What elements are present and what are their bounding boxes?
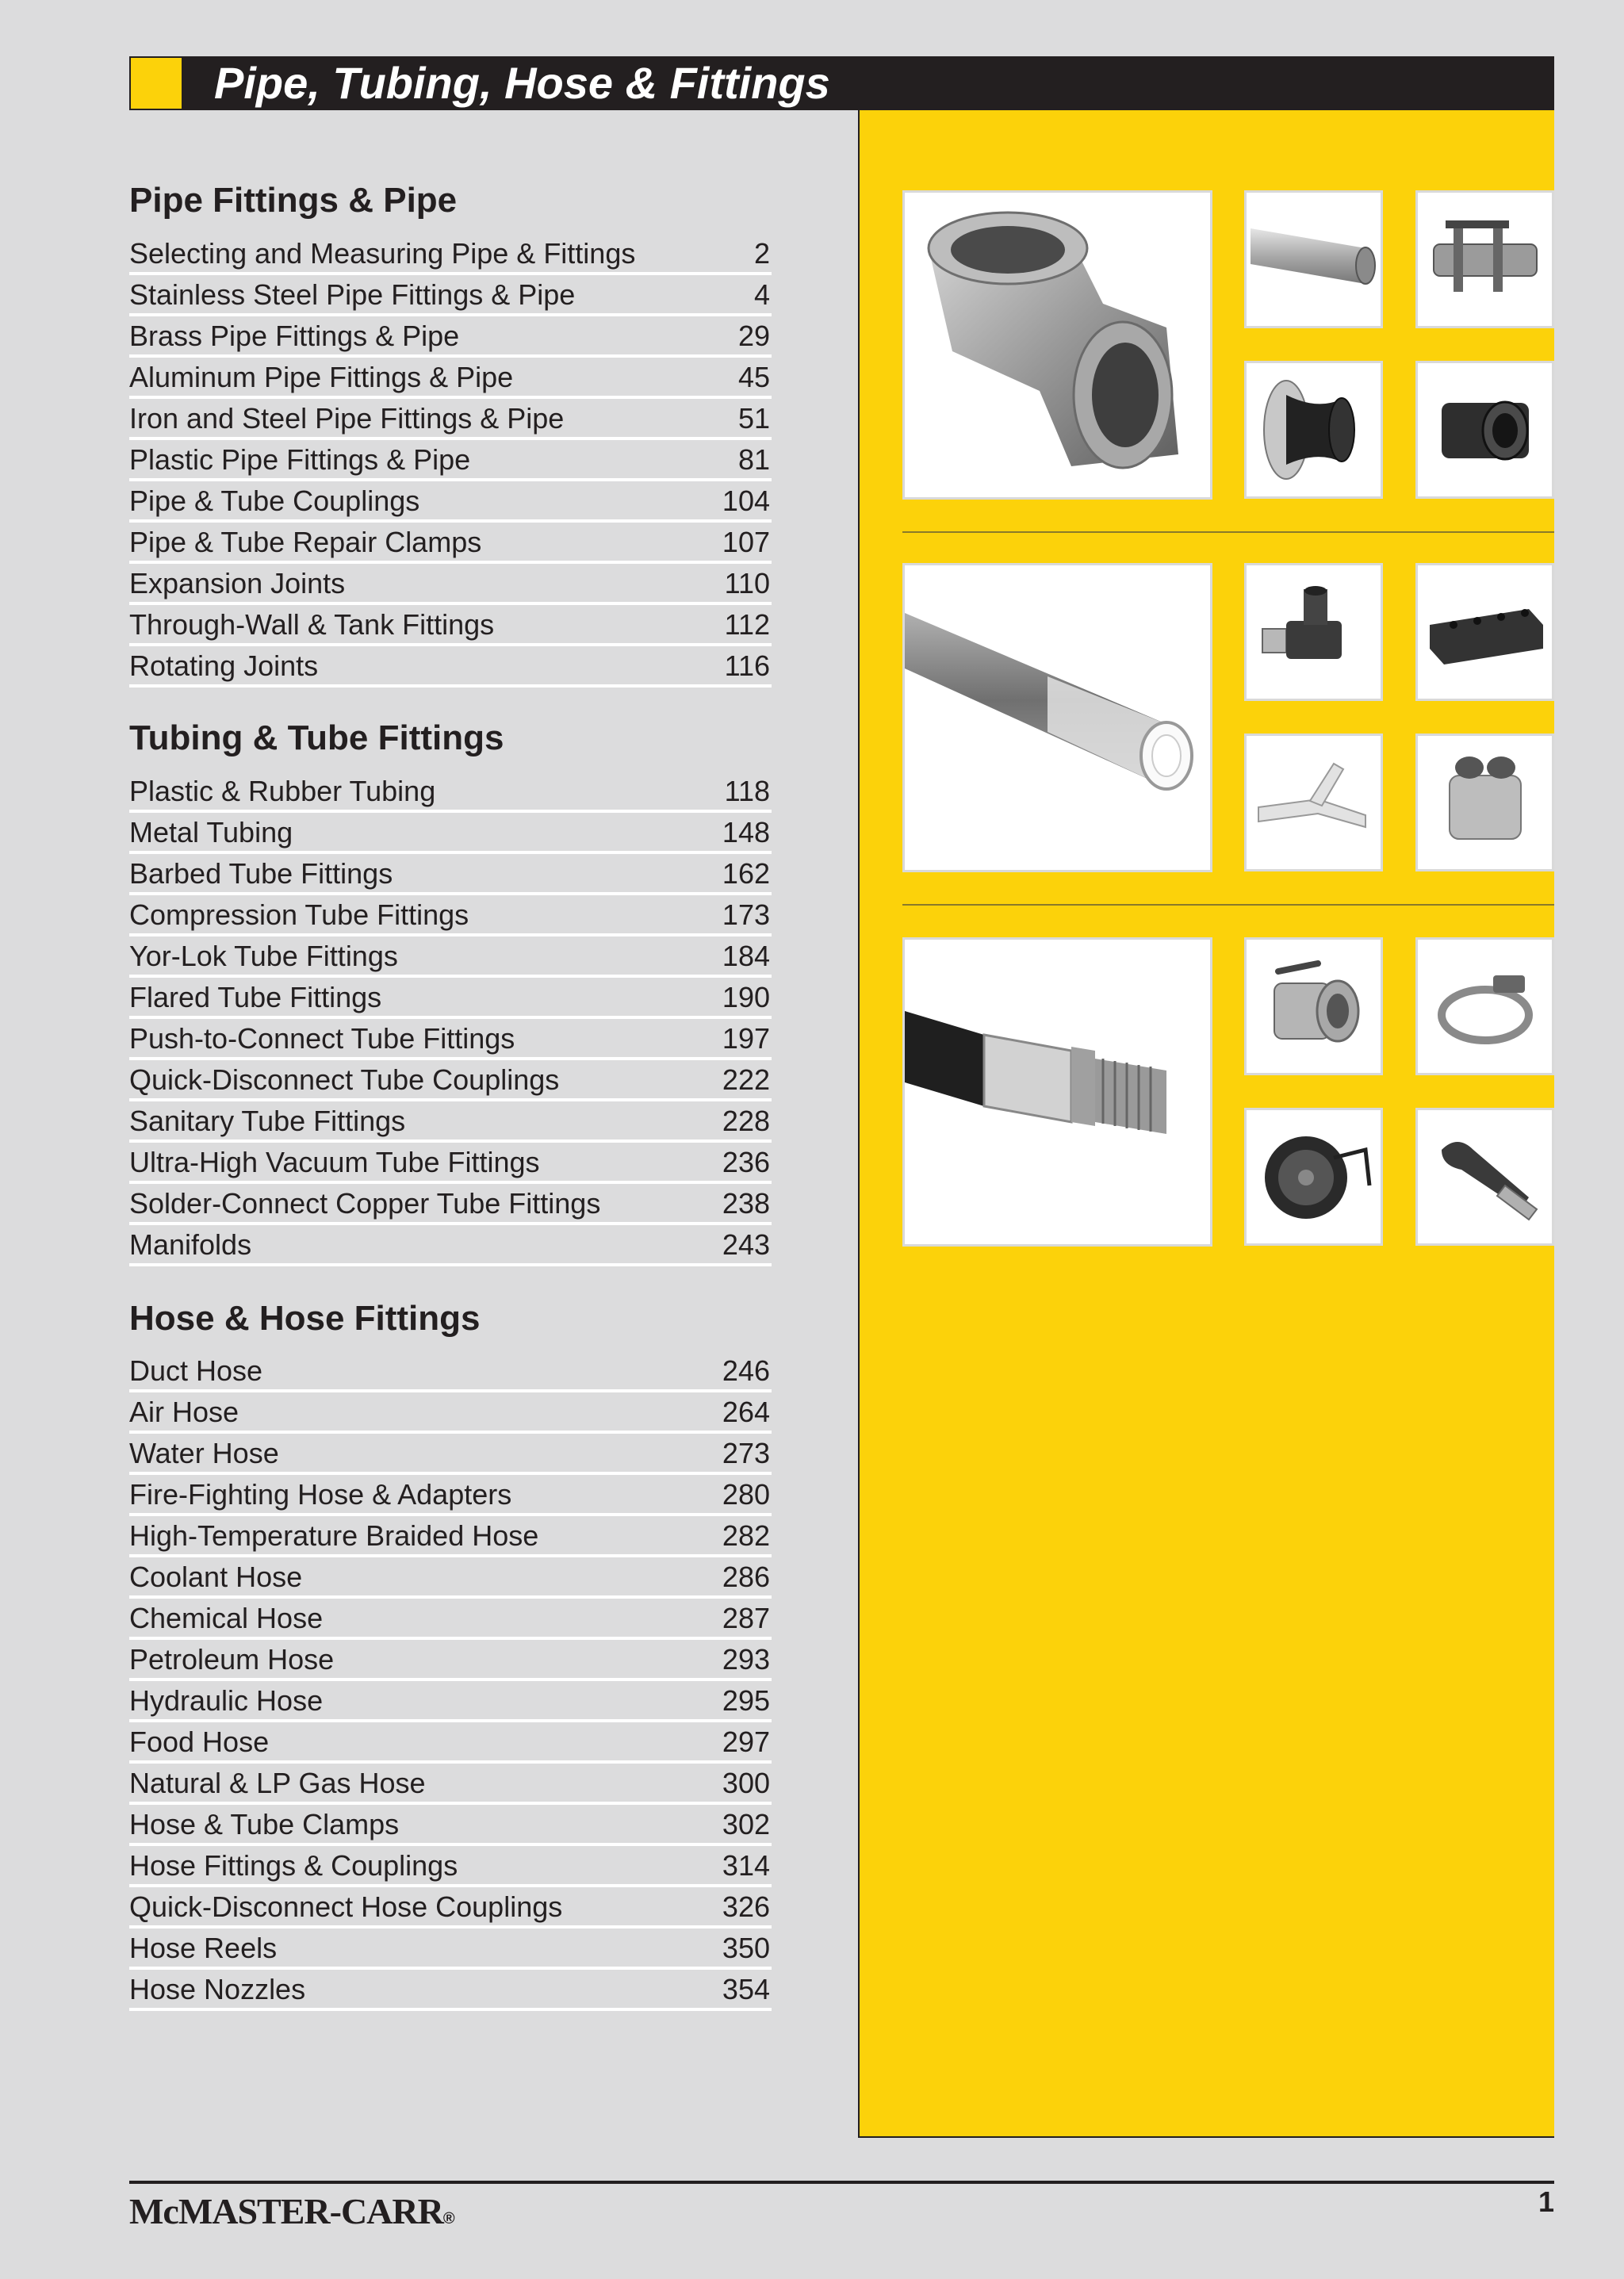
section-title-hose: Hose & Hose Fittings — [129, 1299, 481, 1338]
toc-item-page: 354 — [722, 1973, 770, 2005]
toc-item-label: Hose Reels — [129, 1932, 278, 1964]
toc-item-page: 238 — [722, 1187, 770, 1220]
toc-item-label: Barbed Tube Fittings — [129, 857, 393, 890]
toc-item-label: Air Hose — [129, 1396, 239, 1428]
toc-item-page: 112 — [724, 608, 770, 641]
toc-item-page: 287 — [722, 1602, 770, 1634]
toc-item-page: 228 — [722, 1105, 770, 1137]
toc-item-label: Selecting and Measuring Pipe & Fittings — [129, 237, 636, 270]
toc-item-page: 173 — [722, 898, 770, 931]
toc-item[interactable] — [129, 399, 772, 440]
toc-item-label: Hydraulic Hose — [129, 1684, 324, 1717]
toc-item-label: Metal Tubing — [129, 816, 293, 848]
toc-item-page: 2 — [753, 237, 770, 270]
toc-item[interactable] — [129, 1019, 772, 1060]
cam-coupling-photo — [1244, 937, 1383, 1075]
toc-item-label: Hose Nozzles — [129, 1973, 306, 2005]
toc-item-page: 297 — [722, 1726, 770, 1758]
toc-item[interactable] — [129, 1929, 772, 1970]
toc-item[interactable] — [129, 1640, 772, 1681]
pipe-elbow-photo — [902, 190, 1212, 500]
toc-item[interactable] — [129, 936, 772, 978]
toc-item-label: Push-to-Connect Tube Fittings — [129, 1022, 515, 1055]
toc-item-label: Water Hose — [129, 1437, 279, 1469]
toc-item[interactable] — [129, 646, 772, 688]
toc-item-page: 246 — [722, 1354, 770, 1387]
toc-item[interactable] — [129, 1887, 772, 1929]
toc-item-label: High-Temperature Braided Hose — [129, 1519, 539, 1552]
photo-divider — [902, 904, 1554, 906]
toc-item[interactable] — [129, 1557, 772, 1599]
toc-item-page: 190 — [722, 981, 770, 1013]
toc-item[interactable] — [129, 564, 772, 605]
toc-item[interactable] — [129, 1475, 772, 1516]
toc-item[interactable] — [129, 895, 772, 936]
toc-item[interactable] — [129, 523, 772, 564]
toc-item-label: Rotating Joints — [129, 649, 319, 682]
toc-item[interactable] — [129, 1351, 772, 1392]
toc-item-page: 81 — [737, 443, 770, 476]
toc-item-label: Solder-Connect Copper Tube Fittings — [129, 1187, 601, 1220]
toc-item-label: Iron and Steel Pipe Fittings & Pipe — [129, 402, 565, 435]
hose-reel-photo — [1244, 1108, 1383, 1246]
toc-item-page: 286 — [722, 1561, 770, 1593]
toc-item-label: Hose & Tube Clamps — [129, 1808, 400, 1840]
toc-item[interactable] — [129, 605, 772, 646]
toc-item[interactable] — [129, 1722, 772, 1764]
toc-item[interactable] — [129, 1184, 772, 1225]
toc-item-page: 184 — [722, 940, 770, 972]
page-number: 1 — [1538, 2185, 1554, 2218]
toc-item-page: 293 — [722, 1643, 770, 1676]
toc-item-label: Hose Fittings & Couplings — [129, 1849, 458, 1882]
toc-item-label: Petroleum Hose — [129, 1643, 335, 1676]
toc-item[interactable] — [129, 440, 772, 481]
toc-item[interactable] — [129, 1434, 772, 1475]
toc-item-label: Yor-Lok Tube Fittings — [129, 940, 398, 972]
toc-item[interactable] — [129, 854, 772, 895]
section-title-pipe-fittings: Pipe Fittings & Pipe — [129, 181, 458, 220]
metal-pipe-photo — [1244, 190, 1383, 328]
footer-rule — [129, 2181, 1554, 2184]
toc-item-page: 4 — [753, 278, 770, 311]
toc-item-page: 282 — [722, 1519, 770, 1552]
hydraulic-hose-photo — [902, 937, 1212, 1247]
toc-item-label: Quick-Disconnect Tube Couplings — [129, 1063, 560, 1096]
toc-item-label: Ultra-High Vacuum Tube Fittings — [129, 1146, 540, 1178]
toc-item-label: Sanitary Tube Fittings — [129, 1105, 406, 1137]
toc-item-label: Pipe & Tube Repair Clamps — [129, 526, 482, 558]
toc-item[interactable] — [129, 1764, 772, 1805]
toc-item-page: 326 — [722, 1890, 770, 1923]
toc-item-page: 29 — [737, 320, 770, 352]
toc-item-label: Quick-Disconnect Hose Couplings — [129, 1890, 563, 1923]
toc-item-label: Plastic & Rubber Tubing — [129, 775, 436, 807]
toc-item-label: Food Hose — [129, 1726, 270, 1758]
toc-item-page: 273 — [722, 1437, 770, 1469]
toc-item[interactable] — [129, 1516, 772, 1557]
toc-item-label: Plastic Pipe Fittings & Pipe — [129, 443, 471, 476]
header-color-swatch — [129, 56, 183, 110]
hose-clamp-photo — [1415, 937, 1554, 1075]
manifold-photo — [1415, 563, 1554, 701]
toc-item-page: 300 — [722, 1767, 770, 1799]
toc-item[interactable] — [129, 1805, 772, 1846]
toc-item[interactable] — [129, 772, 772, 813]
toc-item-page: 51 — [737, 402, 770, 435]
page-title: Pipe, Tubing, Hose & Fittings — [214, 58, 830, 108]
toc-item[interactable] — [129, 234, 772, 275]
toc-item[interactable] — [129, 1101, 772, 1143]
toc-item-label: Stainless Steel Pipe Fittings & Pipe — [129, 278, 576, 311]
toc-item-label: Through-Wall & Tank Fittings — [129, 608, 495, 641]
toc-item-page: 302 — [722, 1808, 770, 1840]
toc-item-page: 162 — [722, 857, 770, 890]
toc-item-label: Expansion Joints — [129, 567, 346, 599]
toc-item[interactable] — [129, 1143, 772, 1184]
photo-divider — [902, 531, 1554, 533]
toc-item[interactable] — [129, 316, 772, 358]
toc-item[interactable] — [129, 1681, 772, 1722]
toc-item[interactable] — [129, 813, 772, 854]
toc-item-label: Chemical Hose — [129, 1602, 324, 1634]
toc-item-page: 104 — [722, 485, 770, 517]
toc-item-label: Manifolds — [129, 1228, 252, 1261]
toc-item-page: 107 — [722, 526, 770, 558]
toc-item-label: Duct Hose — [129, 1354, 263, 1387]
toc-item-page: 280 — [722, 1478, 770, 1511]
registered-mark: ® — [442, 2210, 454, 2227]
toc-item[interactable] — [129, 1970, 772, 2011]
brand-logo — [129, 2190, 454, 2232]
toc-item-label: Compression Tube Fittings — [129, 898, 469, 931]
toc-item[interactable] — [129, 978, 772, 1019]
toc-item-page: 264 — [722, 1396, 770, 1428]
push-connect-photo — [1415, 733, 1554, 871]
toc-item-page: 350 — [722, 1932, 770, 1964]
toc-item-page: 118 — [724, 775, 770, 807]
toc-item-label: Aluminum Pipe Fittings & Pipe — [129, 361, 514, 393]
brand-name: McMASTER-CARR — [129, 2191, 443, 2231]
toc-item-label: Fire-Fighting Hose & Adapters — [129, 1478, 512, 1511]
tee-fitting-photo — [1244, 563, 1383, 701]
toc-item-label: Brass Pipe Fittings & Pipe — [129, 320, 460, 352]
expansion-joint-photo — [1244, 361, 1383, 499]
toc-item[interactable] — [129, 1060, 772, 1101]
tank-fitting-photo — [1415, 361, 1554, 499]
toc-item[interactable] — [129, 358, 772, 399]
toc-item[interactable] — [129, 1599, 772, 1640]
toc-item[interactable] — [129, 1846, 772, 1887]
toc-item-label: Natural & LP Gas Hose — [129, 1767, 426, 1799]
toc-item-page: 116 — [724, 649, 770, 682]
toc-item-page: 45 — [737, 361, 770, 393]
section-title-tubing: Tubing & Tube Fittings — [129, 718, 504, 757]
toc-item-page: 243 — [722, 1228, 770, 1261]
hose-nozzle-photo — [1415, 1108, 1554, 1246]
toc-item-page: 110 — [724, 567, 770, 599]
toc-item-page: 148 — [722, 816, 770, 848]
toc-item[interactable] — [129, 1225, 772, 1266]
toc-item-page: 236 — [722, 1146, 770, 1178]
toc-item-label: Coolant Hose — [129, 1561, 303, 1593]
plastic-tubing-photo — [902, 563, 1212, 872]
toc-item-page: 314 — [722, 1849, 770, 1882]
toc-item-label: Flared Tube Fittings — [129, 981, 382, 1013]
toc-item[interactable] — [129, 1392, 772, 1434]
barbed-wye-photo — [1244, 733, 1383, 871]
toc-item[interactable] — [129, 481, 772, 523]
toc-item-page: 295 — [722, 1684, 770, 1717]
repair-clamp-photo — [1415, 190, 1554, 328]
toc-item-page: 197 — [722, 1022, 770, 1055]
toc-item[interactable] — [129, 275, 772, 316]
toc-item-page: 222 — [722, 1063, 770, 1096]
toc-item-label: Pipe & Tube Couplings — [129, 485, 420, 517]
